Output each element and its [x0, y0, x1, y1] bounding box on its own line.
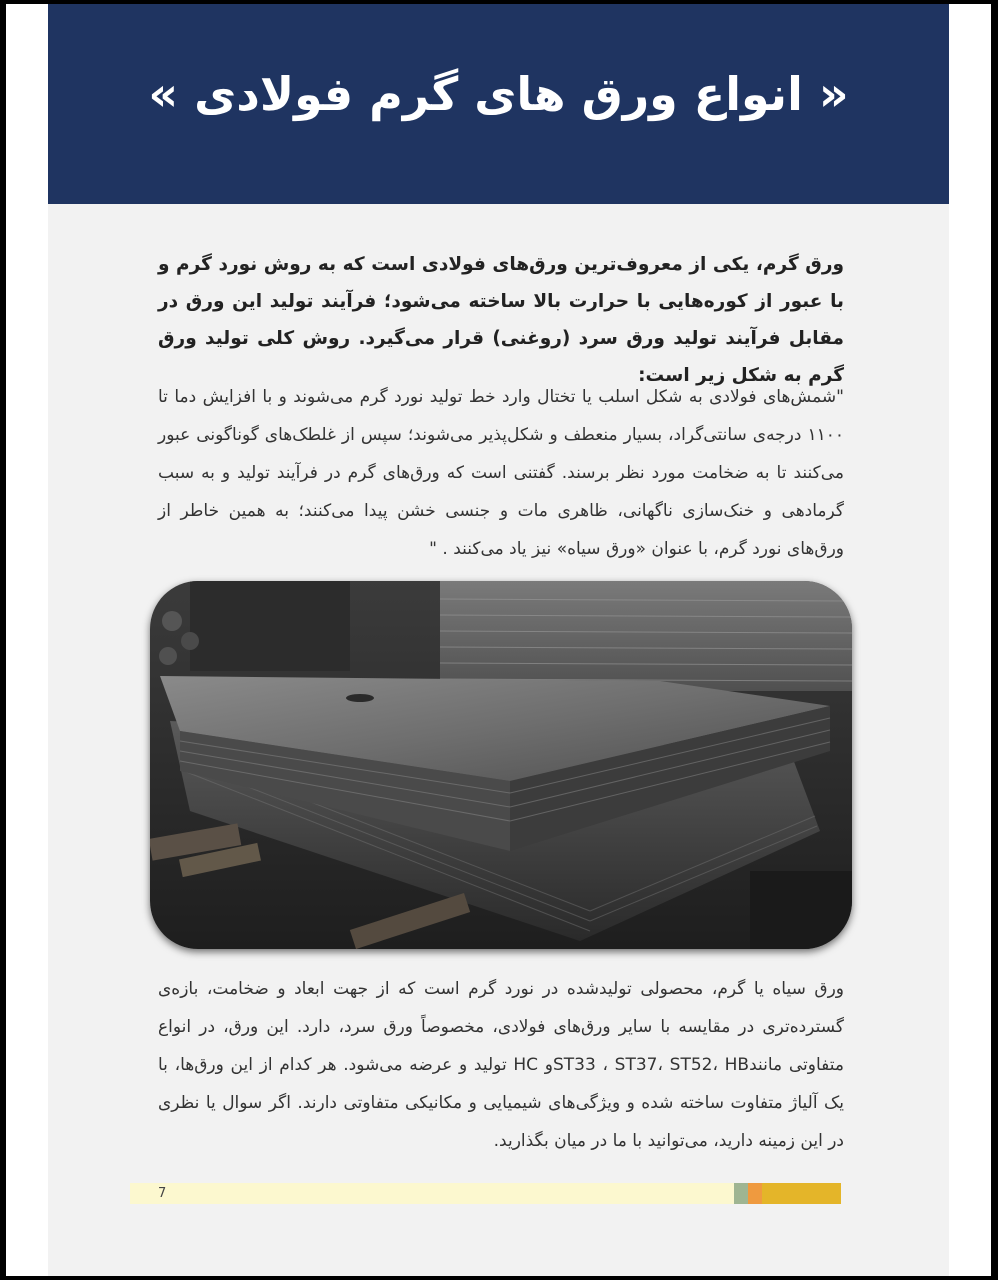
intro-paragraph: ورق گرم، یکی از معروف‌ترین ورق‌های فولادی است که به روش نورد گرم و با عبور از کوره‌هایی با حرارت بالا ساخته می‌شود؛ فرآیند تولید این ورق در مقابل فرآیند تولید ورق سرد (روغنی) قرار می‌گیرد. روش کلی تولید ورق گرم به شکل زیر است:: [158, 254, 844, 386]
page-number: 7: [158, 1186, 167, 1201]
footer-accent-orange: [748, 1183, 762, 1204]
steel-sheets-photo: [150, 581, 852, 949]
quote-paragraph: "شمش‌های فولادی به شکل اسلب یا تختال وارد خط تولید نورد گرم می‌شوند و با افزایش دما تا ۱۱۰۰ درجه‌ی سانتی‌گراد، بسیار منعطف و شکل‌پذیر می‌شوند؛ سپس از غلطک‌های گوناگونی عبور می‌کنند تا به ضخامت مورد نظر برسند. گفتنی است که ورق‌های گرم در فرآیند تولید و به سبب گرمادهی و خنک‌سازی ناگهانی، ظاهری مات و جنسی خشن پیدا می‌کنند؛ به همین خاطر از ورق‌های نورد گرم، با عنوان «ورق سیاه» نیز یاد می‌کنند . ": [158, 387, 844, 559]
document-page: [6, 4, 991, 1276]
page-margin-right: [949, 4, 991, 1276]
footer-accent-green: [734, 1183, 748, 1204]
page-title: « انواع ورق های گرم فولادی »: [148, 67, 849, 121]
footer-band: [130, 1183, 841, 1204]
page-margin-left: [6, 4, 48, 1276]
footer-accent-gold: [762, 1183, 841, 1204]
body-paragraph: ورق سیاه یا گرم، محصولی تولیدشده در نورد گرم است که از جهت ابعاد و ضخامت، بازه‌ی گسترده‌تری در مقایسه با سایر ورق‌های فولادی، مخصوصاً ورق سرد، دارد. این ورق، در انواع متفاوتی مانندST33 ، ST37، ST52، HBو HC تولید و عرضه می‌شود. هر کدام از این ورق‌ها، با یک آلیاژ متفاوت ساخته شده و ویژگی‌های شیمیایی و مکانیکی متفاوتی دارند. اگر سوال یا نظری در این زمینه دارید، می‌توانید با ما در میان بگذارید.: [158, 979, 844, 1151]
title-banner: [48, 4, 949, 204]
